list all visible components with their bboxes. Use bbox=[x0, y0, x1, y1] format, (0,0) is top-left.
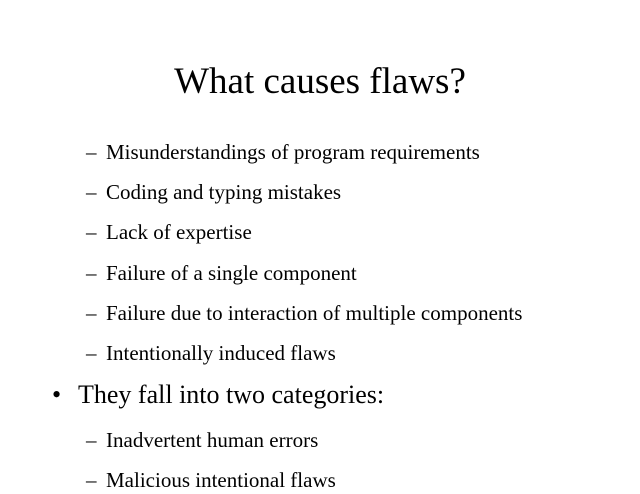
dash-marker: – bbox=[86, 301, 97, 325]
dash-marker: – bbox=[86, 180, 97, 204]
sub-bullet bbox=[86, 139, 480, 165]
sub-bullet bbox=[86, 219, 252, 245]
sub-bullet-text: Malicious intentional flaws bbox=[106, 468, 336, 492]
dash-marker: – bbox=[86, 140, 97, 164]
sub-bullet-text: Misunderstandings of program requirements bbox=[106, 140, 480, 164]
slide-title: What causes flaws? bbox=[174, 61, 466, 102]
bullet-marker: • bbox=[52, 380, 62, 409]
sub-bullet-text: Lack of expertise bbox=[106, 220, 252, 244]
sub-bullet-text: Inadvertent human errors bbox=[106, 428, 319, 452]
sub-bullet bbox=[86, 467, 336, 493]
sub-bullet bbox=[86, 427, 318, 453]
dash-marker: – bbox=[86, 468, 97, 492]
sub-bullet-text: Intentionally induced flaws bbox=[106, 341, 336, 365]
sub-bullet-text: Failure due to interaction of multiple components bbox=[106, 301, 523, 325]
sub-bullet bbox=[86, 300, 522, 326]
dash-marker: – bbox=[86, 341, 97, 365]
dash-marker: – bbox=[86, 220, 97, 244]
dash-marker: – bbox=[86, 261, 97, 285]
dash-marker: – bbox=[86, 428, 97, 452]
sub-bullet-text: Failure of a single component bbox=[106, 261, 357, 285]
sub-bullet bbox=[86, 179, 341, 205]
main-bullet-text: They fall into two categories: bbox=[78, 380, 385, 409]
sub-bullet bbox=[86, 340, 336, 366]
sub-bullet-text: Coding and typing mistakes bbox=[106, 180, 342, 204]
sub-bullet bbox=[86, 260, 357, 286]
main-bullet bbox=[52, 379, 384, 411]
